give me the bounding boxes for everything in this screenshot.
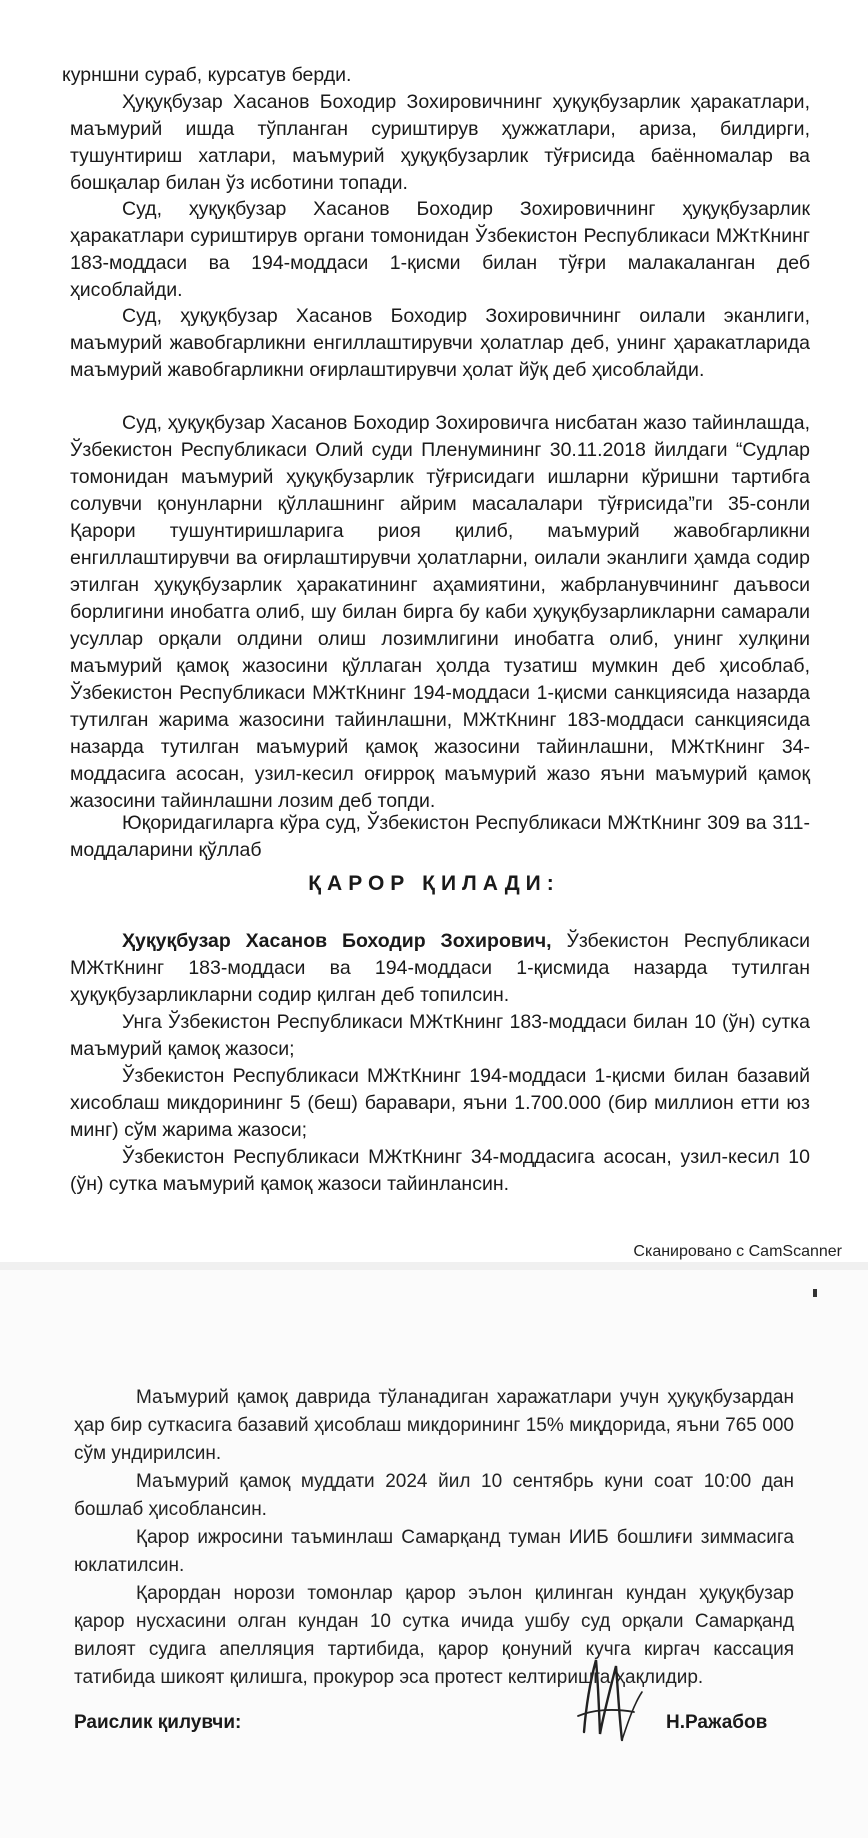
decision-main <box>70 928 810 1009</box>
paragraph-evidence: Ҳуқуқбузар Хасанов Боходир Зохировичнинг ҳуқуқбузарлик ҳаракатлари, маъмурий ишда тўпланган суриштирув ҳужжатлари, ариза, билдирги, тушунтириш хатлари, маъмурий ҳуқуқбузарлик тўғрисида баённомалар ва бошқалар билан ўз исботини топади. <box>70 91 810 194</box>
signature-label: Раислик қилувчи: <box>74 1712 242 1733</box>
paragraph-intro: курншни сураб, курсатув берди. <box>62 64 352 86</box>
scan-mark <box>813 1289 817 1297</box>
decision-final: Ўзбекистон Республикаси МЖтКнинг 34-моддасига асосан, узил-кесил 10 (ўн) сутка маъмурий қамоқ жазоси тайинлансин. <box>70 1146 810 1195</box>
paragraph-circumstances: Суд, ҳуқуқбузар Хасанов Боходир Зохировичнинг оилали эканлиги, маъмурий жавобгарликни енгиллаштирувчи ҳолатлар деб, унинг ҳаракатларида маъмурий жавобгарликни оғирлаштирувчи ҳолат йўқ деб ҳисоблайди. <box>70 305 810 381</box>
paragraph-term: Маъмурий қамоқ муддати 2024 йил 10 сентябрь куни соат 10:00 дан бошлаб ҳисоблансин. <box>74 1471 794 1520</box>
paragraph-applying-articles: Юқоридагиларга кўра суд, Ўзбекистон Республикаси МЖтКнинг 309 ва 311-моддаларини қўллаб <box>70 812 810 861</box>
signer-name: Н.Ражабов <box>666 1712 768 1733</box>
page-separator <box>0 1262 868 1270</box>
decision-arrest: Унга Ўзбекистон Республикаси МЖтКнинг 183-моддаси билан 10 (ўн) сутка маъмурий қамоқ жазоси; <box>70 1011 810 1060</box>
paragraph-qualification: Суд, ҳуқуқбузар Хасанов Боходир Зохировичнинг ҳуқуқбузарлик ҳаракатлари суриштирув органи томонидан Ўзбекистон Республикаси МЖтКнинг 183-моддаси ва 194-моддаси 1-қисми билан тўғри малакаланган деб ҳисоблайди. <box>70 198 810 301</box>
decision-fine: Ўзбекистон Республикаси МЖтКнинг 194-моддаси 1-қисми билан базавий хисоблаш микдорининг 5 (беш) баравари, яъни 1.700.000 (бир миллион етти юз минг) сўм жарима жазоси; <box>70 1065 810 1141</box>
decision-lead: Ҳуқуқбузар Хасанов Боходир Зохирович, <box>122 930 552 952</box>
decision-rest: Ўзбекистон Республикаси МЖтКнинг 183-моддаси ва 194-моддаси 1-қисмида назарда тутилган ҳуқуқбузарликларни содир қилган деб топилсин. <box>70 930 810 1006</box>
handwritten-signature <box>572 1652 652 1752</box>
paragraph-costs: Маъмурий қамоқ даврида тўланадиган харажатлари учун ҳуқуқбузардан ҳар бир суткасига базавий ҳисоблаш микдорининг 15% миқдорида, яъни 765 000 сўм ундирилсин. <box>74 1387 794 1464</box>
paragraph-execution: Қарор ижросини таъминлаш Самарқанд туман ИИБ бошлиғи зиммасига юклатилсин. <box>74 1527 794 1576</box>
decision-heading: ҚАРОР ҚИЛАДИ: <box>308 872 560 895</box>
paragraph-sentencing: Суд, ҳуқуқбузар Хасанов Боходир Зохировичга нисбатан жазо тайинлашда, Ўзбекистон Республикаси Олий суди Пленумининг 30.11.2018 йилдаги “Судлар томонидан маъмурий ҳуқуқбузарлик тўғрисидаги ишларни кўришни тартибга солувчи қонунларни қўллашнинг айрим масалалари тўғрисида”ги 35-сонли Қарори тушунтиришларига риоя қилиб, маъмурий жавобгарликни енгиллаштирувчи ва оғирлаштирувчи ҳолатларни, оилали эканлиги ҳамда содир этилган ҳуқуқбузарлик ҳаракатининг аҳамиятини, жабрланувчининг даъвоси борлигини инобатга олиб, шу билан бирга бу каби ҳуқуқбузарликларни самарали усуллар орқали олдини олиш лозимлигини инобатга олиб, унинг хулқини маъмурий қамоқ жазосини қўллаган ҳолда тузатиш мумкин деб ҳисоблаб, Ўзбекистон Республикаси МЖтКнинг 194-моддаси 1-қисми санкциясида назарда тутилган жарима жазосини тайинлашни, МЖтКнинг 183-моддаси санкциясида назарда тутилган маъмурий қамоқ жазосини тайинлашни, МЖтКнинг 34-моддасига асосан, узил-кесил оғирроқ маъмурий жазо яъни маъмурий қамоқ жазосини тайинлашни лозим деб топди. <box>70 412 810 812</box>
paragraph-appeal: Қарордан норози томонлар қарор эълон қилинган кундан ҳуқуқбузар қарор нусхасини олган кундан 10 сутка ичида ушбу суд орқали Самарқанд вилоят судига апелляция тартибида, қарор қонуний кучга киргач кассация татибида шикоят қилишга, прокурор эса протест келтиришга ҳақлидир. <box>74 1583 794 1688</box>
scanner-watermark: Сканировано с CamScanner <box>633 1243 842 1260</box>
